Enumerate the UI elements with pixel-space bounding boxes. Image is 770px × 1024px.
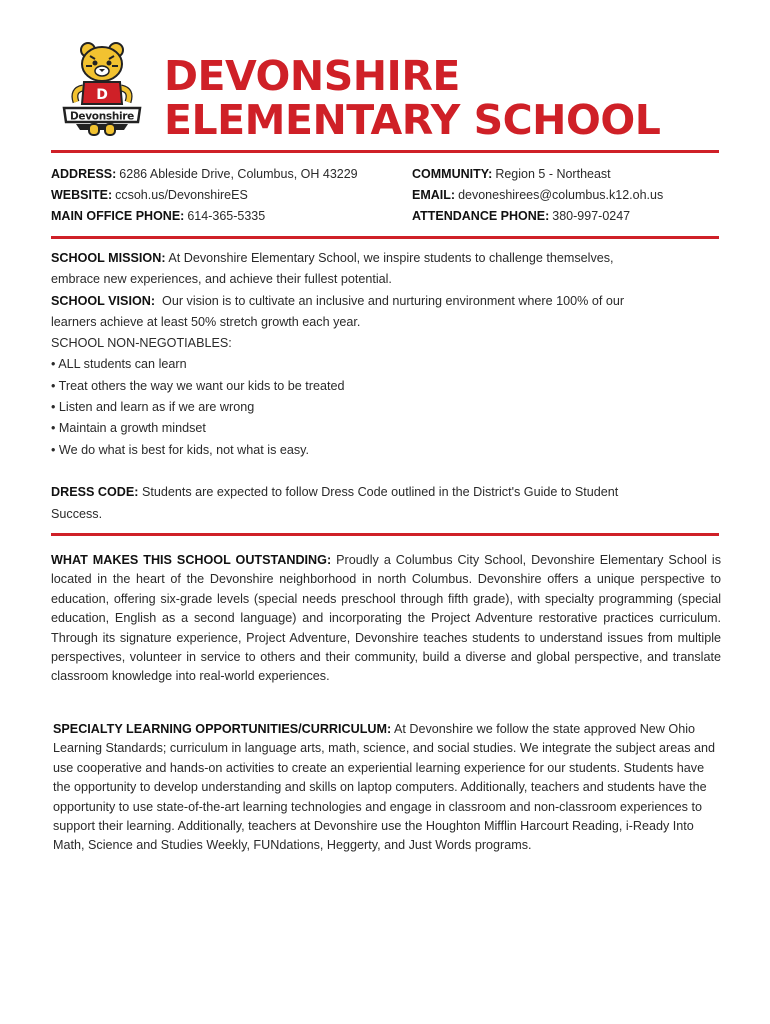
address-row (51, 167, 358, 181)
specialty-section (53, 720, 723, 856)
dress-code-line-1: Students are expected to follow Dress Code outlined in the District's Guide to Student (141, 485, 619, 500)
attendance-phone-value: 380-997-0247 (552, 209, 631, 223)
website-label: WEBSITE: (51, 188, 113, 202)
non-negotiables-title: SCHOOL NON-NEGOTIABLES: (51, 336, 232, 351)
list-item: • We do what is best for kids, not what is easy. (51, 442, 310, 457)
list-item: • Listen and learn as if we are wrong (51, 400, 255, 415)
logo-banner-text: Devonshire (70, 110, 134, 123)
mission-section (51, 248, 624, 525)
office-phone-row (51, 209, 265, 223)
email-value[interactable]: devoneshirees@columbus.k12.oh.us (458, 188, 664, 202)
logo-letter: D (96, 87, 108, 103)
vision-line-1: Our vision is to cultivate an inclusive and nurturing environment where 100% of our (162, 293, 625, 308)
attendance-phone-row (412, 209, 630, 223)
divider (51, 533, 719, 536)
divider (51, 150, 719, 153)
community-label: COMMUNITY: (412, 167, 493, 181)
list-item: • Treat others the way we want our kids to be treated (51, 378, 345, 393)
community-value: Region 5 - Northeast (495, 167, 611, 181)
outstanding-section (51, 551, 721, 687)
vision-label: SCHOOL VISION: (51, 293, 156, 308)
title-line-1: DEVONSHIRE (164, 52, 460, 100)
outstanding-label: WHAT MAKES THIS SCHOOL OUTSTANDING: (51, 553, 332, 567)
school-title (164, 54, 660, 142)
email-row (412, 188, 663, 202)
dress-code-line-2: Success. (51, 506, 103, 521)
list-item: • ALL students can learn (51, 357, 187, 372)
office-phone-label: MAIN OFFICE PHONE: (51, 209, 185, 223)
specialty-label: SPECIALTY LEARNING OPPORTUNITIES/CURRICULUM: (53, 722, 392, 736)
website-row (51, 188, 248, 202)
community-row (412, 167, 611, 181)
divider (51, 236, 719, 239)
mission-label: SCHOOL MISSION: (51, 251, 166, 265)
mission-line-1: At Devonshire Elementary School, we inspire students to challenge themselves, (168, 251, 614, 265)
attendance-phone-label: ATTENDANCE PHONE: (412, 209, 550, 223)
website-value[interactable]: ccsoh.us/DevonshireES (115, 188, 248, 202)
specialty-text: At Devonshire we follow the state approved New Ohio Learning Standards; curriculum in language arts, math, science, and social studies. We integrate the subject areas and use cooperative and hands-on activities to create an experiential learning experience for our students. Students have the opportunity to develop understanding and skills on laptop computers. Additionally, teachers and students have the opportunity to use state-of-the-art learning technologies and engage in classroom and non-classroom experiences to support their learning. Additionally, teachers at Devonshire use the Houghton Mifflin Harcourt Reading, i-Ready Into Math, Science and Studies Weekly, FUNdations, Heggerty, and Just Words programs. (53, 722, 716, 853)
list-item: • Maintain a growth mindset (51, 421, 206, 436)
dress-code-label: DRESS CODE: (51, 485, 139, 500)
office-phone-value: 614-365-5335 (187, 209, 266, 223)
outstanding-text: Proudly a Columbus City School, Devonshire Elementary School is located in the heart of the Devonshire neighborhood in north Columbus. Devonshire offers a unique perspective to education, offering six-grade levels (special needs preschool through fifth grade), with specialty programming (special education, English as a second language) and incorporating the Project Adventure restorative practices curriculum. Through its signature experience, Project Adventure, Devonshire teaches students to understand issues from multiple perspectives, volunteer in service to others and their community, build a diverse and global perspective, and translate classroom knowledge into real-world experiences. (51, 553, 722, 684)
vision-line-2: learners achieve at least 50% stretch growth each year. (51, 314, 361, 329)
mission-line-2: embrace new experiences, and achieve their fullest potential. (51, 272, 392, 287)
address-value: 6286 Ableside Drive, Columbus, OH 43229 (119, 167, 358, 181)
address-label: ADDRESS: (51, 167, 117, 181)
title-line-2: ELEMENTARY SCHOOL (164, 96, 661, 144)
email-label: EMAIL: (412, 188, 456, 202)
school-mascot-logo (62, 38, 142, 138)
